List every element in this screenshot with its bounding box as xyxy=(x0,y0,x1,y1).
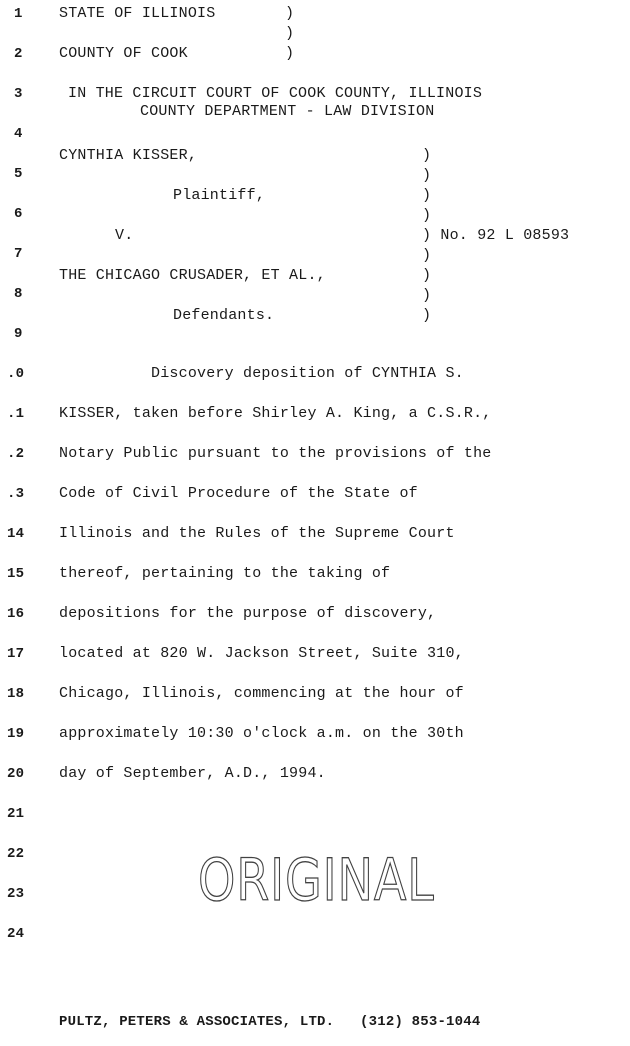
venue-paren: ) xyxy=(285,25,295,42)
line-number: .3 xyxy=(7,486,25,502)
line-number: 2 xyxy=(14,46,23,62)
body-line: depositions for the purpose of discovery, xyxy=(59,605,437,622)
body-line: Code of Civil Procedure of the State of xyxy=(59,485,418,502)
line-number: .2 xyxy=(7,446,25,462)
venue-paren: ) xyxy=(285,45,295,62)
defendant-name: THE CHICAGO CRUSADER, ET AL., xyxy=(59,267,326,284)
line-number: 5 xyxy=(14,166,23,182)
line-number: 7 xyxy=(14,246,23,262)
body-line: Discovery deposition of CYNTHIA S. xyxy=(59,365,464,382)
defendant-role: Defendants. xyxy=(173,307,275,324)
line-number: 17 xyxy=(7,646,25,662)
caption-paren: ) xyxy=(422,307,432,324)
line-number: 18 xyxy=(7,686,25,702)
body-line: located at 820 W. Jackson Street, Suite 310, xyxy=(59,645,464,662)
line-number: 15 xyxy=(7,566,25,582)
line-number: .1 xyxy=(7,406,25,422)
line-number: 22 xyxy=(7,846,25,862)
body-line: approximately 10:30 o'clock a.m. on the 30th xyxy=(59,725,464,742)
line-number: 6 xyxy=(14,206,23,222)
body-line: thereof, pertaining to the taking of xyxy=(59,565,391,582)
body-line: Chicago, Illinois, commencing at the hour of xyxy=(59,685,464,702)
line-number: 21 xyxy=(7,806,25,822)
line-number: 3 xyxy=(14,86,23,102)
caption-paren: ) xyxy=(422,187,432,204)
venue-county: COUNTY OF COOK xyxy=(59,45,188,62)
line-number: 20 xyxy=(7,766,25,782)
venue-state: STATE OF ILLINOIS xyxy=(59,5,216,22)
caption-paren: ) xyxy=(422,147,432,164)
plaintiff-name: CYNTHIA KISSER, xyxy=(59,147,198,164)
caption-paren: ) xyxy=(422,267,432,284)
line-number: 1 xyxy=(14,6,23,22)
caption-paren: ) xyxy=(422,247,432,264)
case-number: ) No. 92 L 08593 xyxy=(422,227,570,244)
caption-paren: ) xyxy=(422,207,432,224)
reporter-footer: PULTZ, PETERS & ASSOCIATES, LTD. (312) 853-1044 xyxy=(59,1014,481,1030)
plaintiff-role: Plaintiff, xyxy=(173,187,266,204)
line-number: 9 xyxy=(14,326,23,342)
body-line: KISSER, taken before Shirley A. King, a C.S.R., xyxy=(59,405,492,422)
line-number: 8 xyxy=(14,286,23,302)
body-line: day of September, A.D., 1994. xyxy=(59,765,326,782)
line-number: 16 xyxy=(7,606,25,622)
line-number: 24 xyxy=(7,926,25,942)
line-number: .0 xyxy=(7,366,25,382)
versus-label: V. xyxy=(115,227,134,244)
line-number: 23 xyxy=(7,886,25,902)
line-number: 14 xyxy=(7,526,25,542)
body-line: Notary Public pursuant to the provisions of the xyxy=(59,445,492,462)
line-number: 19 xyxy=(7,726,25,742)
original-stamp: ORIGINAL xyxy=(198,846,435,914)
line-number: 4 xyxy=(14,126,23,142)
court-heading: IN THE CIRCUIT COURT OF COOK COUNTY, ILLINOIS xyxy=(68,85,483,102)
caption-paren: ) xyxy=(422,287,432,304)
court-division: COUNTY DEPARTMENT - LAW DIVISION xyxy=(140,103,435,120)
venue-paren: ) xyxy=(285,5,295,22)
body-line: Illinois and the Rules of the Supreme Court xyxy=(59,525,455,542)
caption-paren: ) xyxy=(422,167,432,184)
